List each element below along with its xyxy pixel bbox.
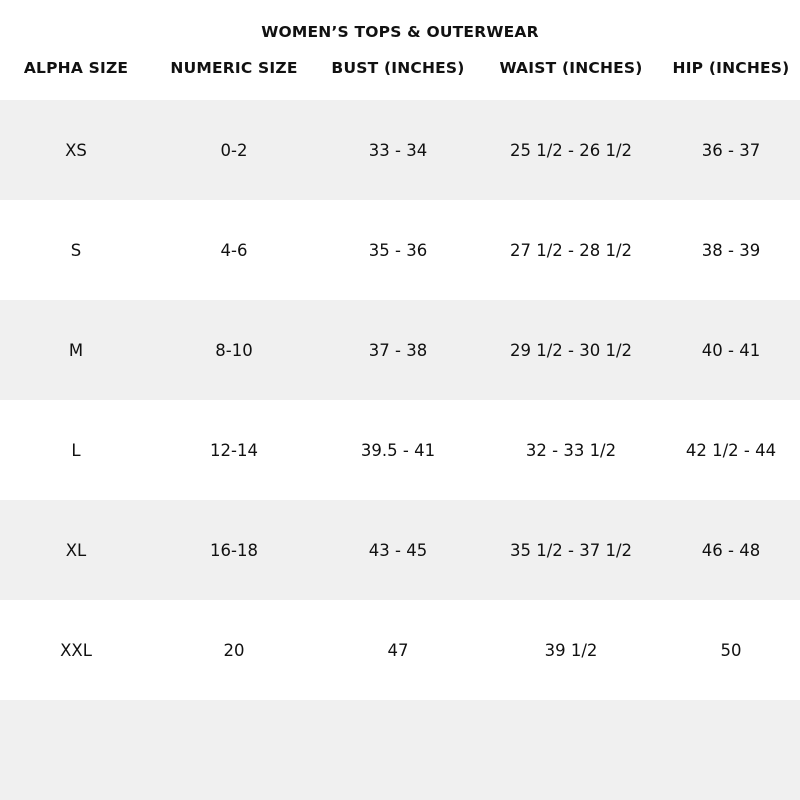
waist-cell: 29 1/2 - 30 1/2 [509, 340, 633, 360]
table-row [0, 300, 800, 400]
bust-cell: 47 [387, 640, 409, 660]
waist-cell: 25 1/2 - 26 1/2 [509, 140, 633, 160]
column-header-alpha-size: ALPHA SIZE [23, 59, 129, 77]
bust-cell: 35 - 36 [368, 240, 428, 260]
alpha-size-cell: M [68, 340, 84, 360]
waist-cell: 27 1/2 - 28 1/2 [509, 240, 633, 260]
hip-cell: 42 1/2 - 44 [685, 440, 777, 460]
table-row [0, 400, 800, 500]
column-header-bust: BUST (INCHES) [331, 59, 465, 77]
alpha-size-cell: L [71, 440, 81, 460]
waist-cell: 39 1/2 [544, 640, 598, 660]
hip-cell: 40 - 41 [701, 340, 761, 360]
column-header-numeric-size: NUMERIC SIZE [170, 59, 298, 77]
alpha-size-cell: XXL [60, 640, 92, 660]
table-header [0, 56, 800, 80]
bust-cell: 37 - 38 [368, 340, 428, 360]
table-row [0, 100, 800, 200]
hip-cell: 36 - 37 [701, 140, 761, 160]
table-row [0, 200, 800, 300]
bust-cell: 43 - 45 [368, 540, 428, 560]
bust-cell: 33 - 34 [368, 140, 428, 160]
alpha-size-cell: S [70, 240, 82, 260]
waist-cell: 32 - 33 1/2 [525, 440, 617, 460]
table-row [0, 500, 800, 600]
hip-cell: 50 [720, 640, 742, 660]
column-header-hip: HIP (INCHES) [672, 59, 790, 77]
numeric-size-cell: 12-14 [210, 440, 258, 460]
numeric-size-cell: 4-6 [220, 240, 248, 260]
numeric-size-cell: 8-10 [215, 340, 253, 360]
numeric-size-cell: 0-2 [220, 140, 248, 160]
waist-cell: 35 1/2 - 37 1/2 [509, 540, 633, 560]
hip-cell: 38 - 39 [701, 240, 761, 260]
hip-cell: 46 - 48 [701, 540, 761, 560]
column-header-waist: WAIST (INCHES) [499, 59, 643, 77]
empty-stripe [0, 700, 800, 800]
size-table-body [0, 100, 800, 700]
numeric-size-cell: 16-18 [210, 540, 258, 560]
bust-cell: 39.5 - 41 [360, 440, 436, 460]
alpha-size-cell: XL [65, 540, 87, 560]
numeric-size-cell: 20 [223, 640, 245, 660]
table-row [0, 600, 800, 700]
alpha-size-cell: XS [65, 140, 87, 160]
size-chart-title: WOMEN’S TOPS & OUTERWEAR [261, 23, 539, 41]
